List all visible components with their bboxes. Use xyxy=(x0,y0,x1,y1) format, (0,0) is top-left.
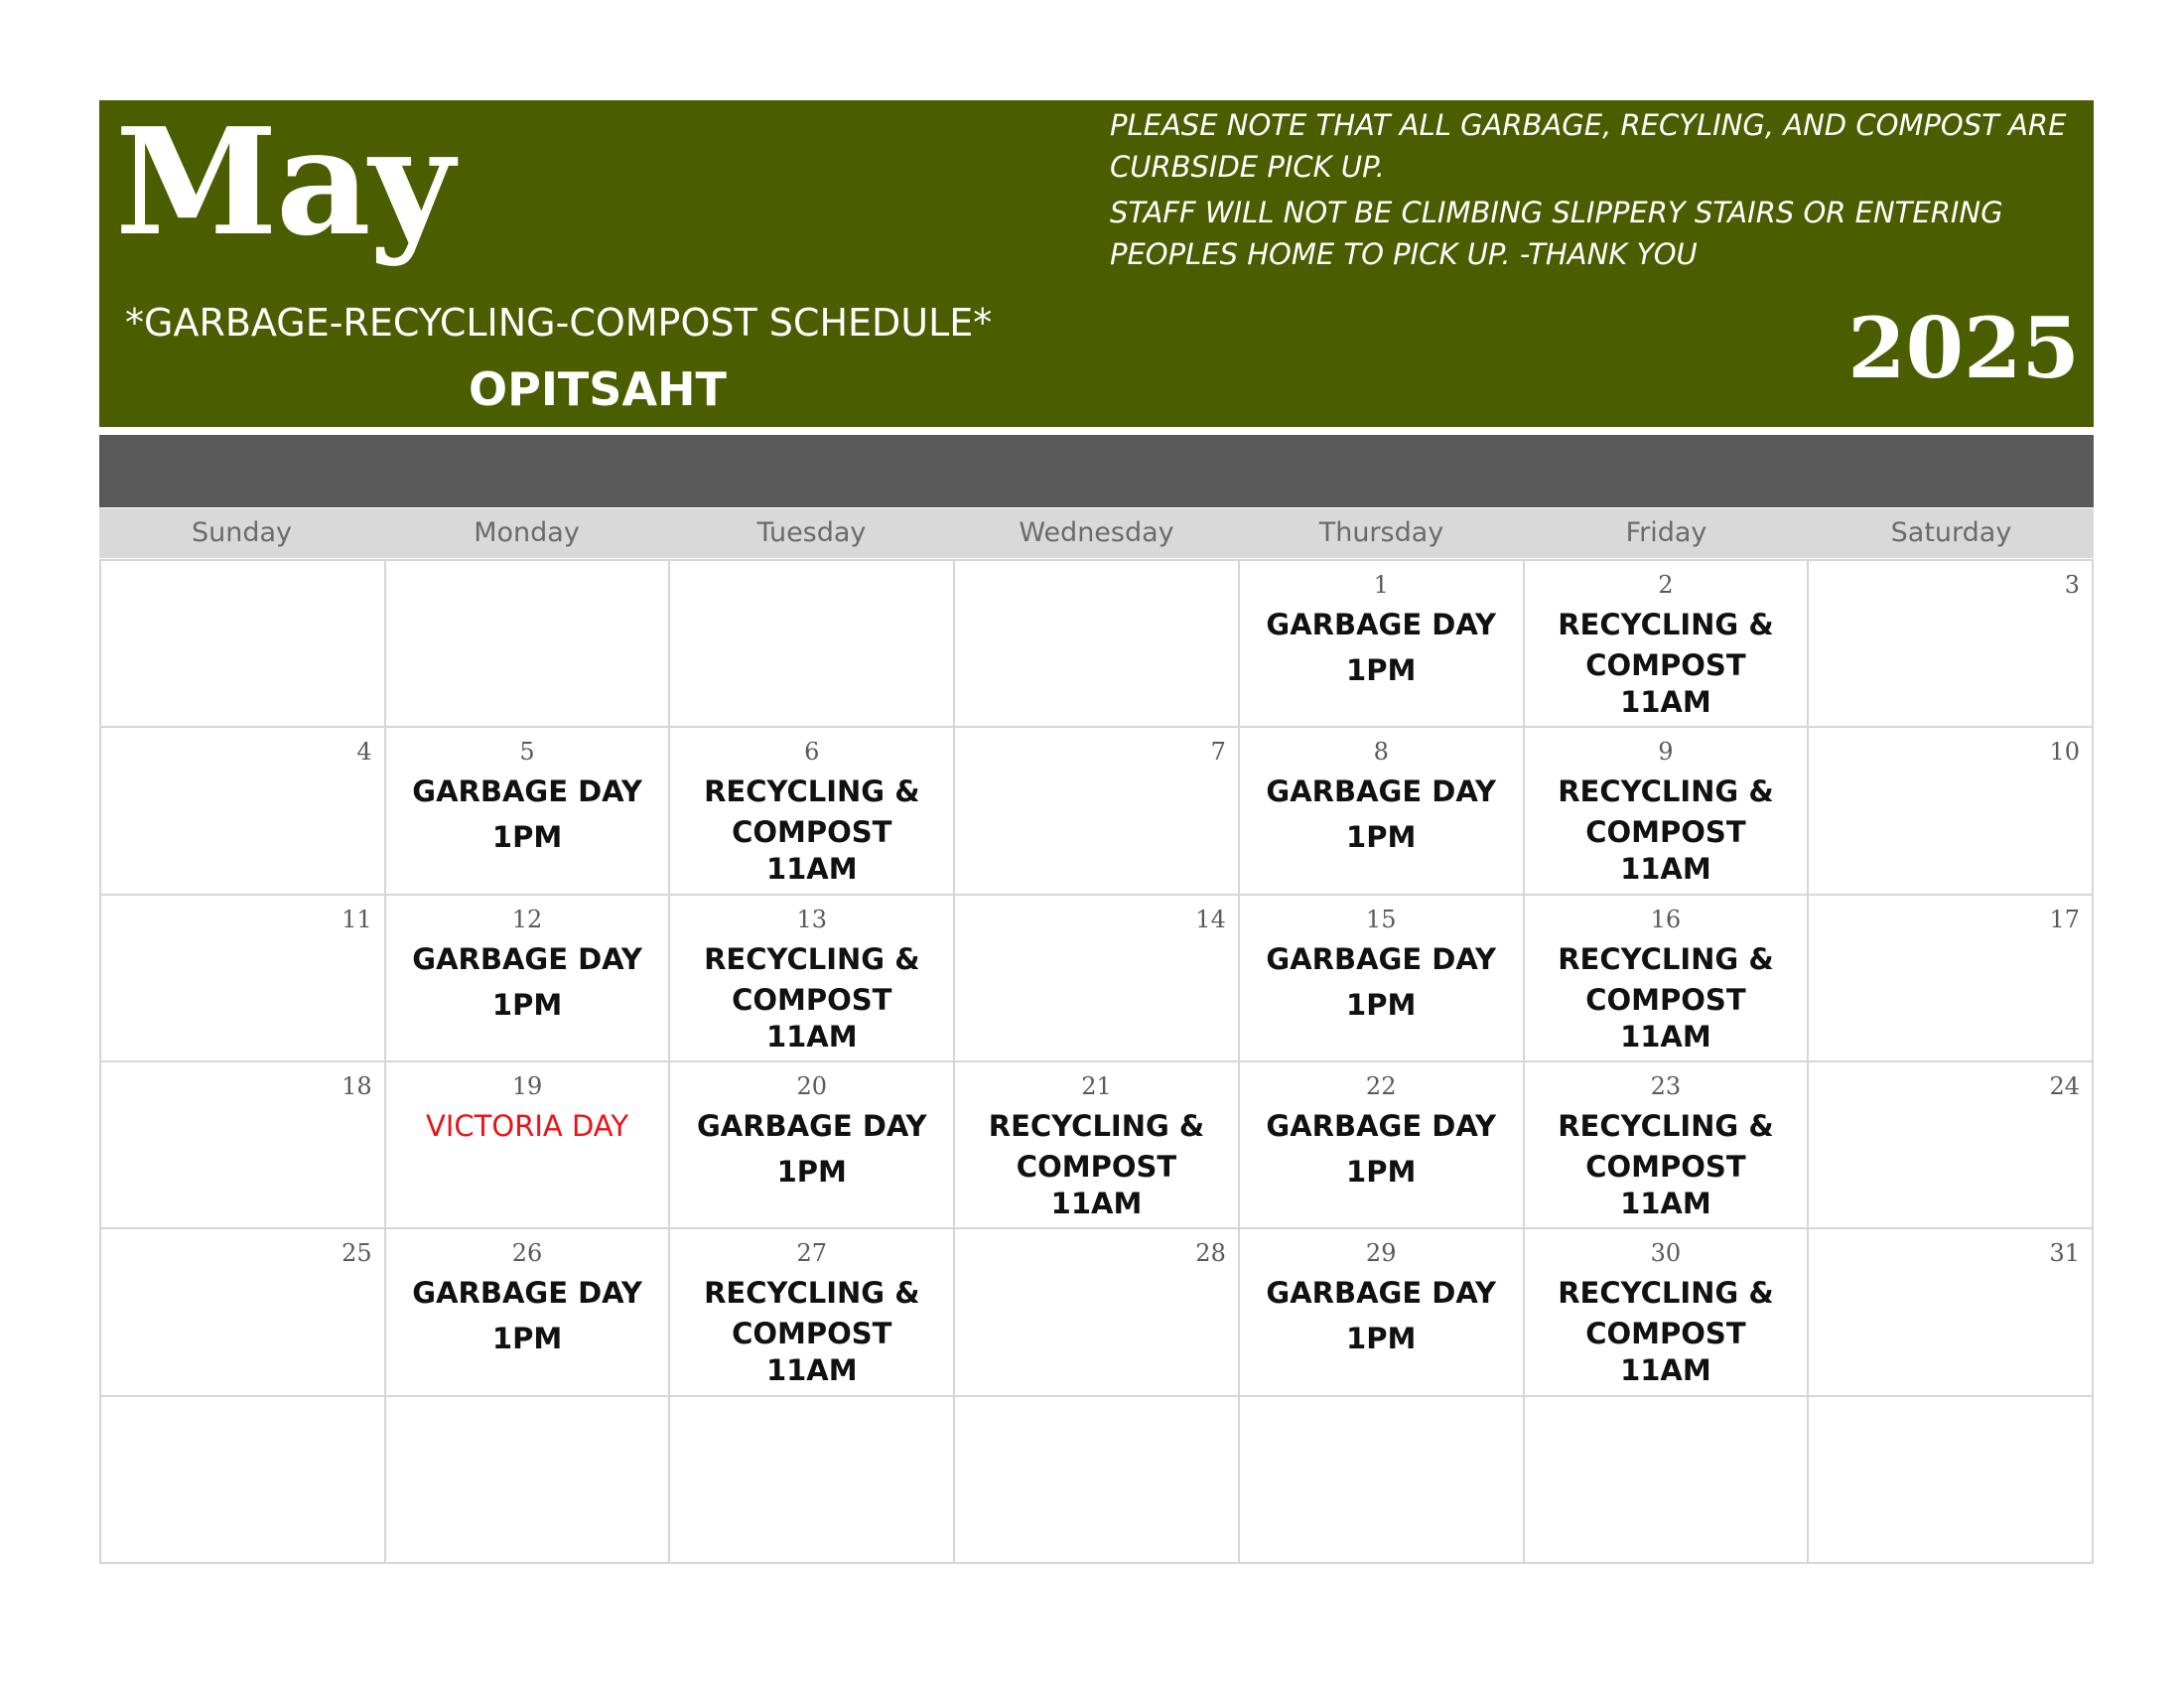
notice-line-1: PLEASE NOTE THAT ALL GARBAGE, RECYLING, AND COMPOST ARE CURBSIDE PICK UP. xyxy=(1110,108,2067,184)
garbage-day-event xyxy=(386,1273,669,1359)
calendar-day-cell xyxy=(1240,1062,1525,1229)
event-text: 1PM xyxy=(776,1154,847,1189)
day-number: 1 xyxy=(1373,571,1389,599)
calendar-day-cell xyxy=(670,896,955,1062)
day-number: 22 xyxy=(1365,1071,1397,1100)
day-number: 10 xyxy=(2049,738,2080,767)
calendar-day-cell xyxy=(1240,1229,1525,1396)
calendar-day-cell xyxy=(670,728,955,895)
day-number: 17 xyxy=(2049,905,2080,933)
event-text: 11AM xyxy=(765,1019,858,1054)
event-text: 11AM xyxy=(765,1353,858,1388)
calendar-day-cell xyxy=(955,1397,1240,1564)
garbage-day-event xyxy=(1240,939,1523,1026)
calendar-day-cell xyxy=(1525,728,1810,895)
calendar-day-cell xyxy=(670,1062,955,1229)
day-number: 11 xyxy=(341,905,372,933)
calendar-day-cell xyxy=(670,561,955,728)
calendar-day-cell xyxy=(1809,561,2094,728)
calendar-day-cell xyxy=(1809,1062,2094,1229)
calendar-day-cell xyxy=(386,561,671,728)
event-text: GARBAGE DAY xyxy=(1266,941,1496,976)
calendar-day-cell xyxy=(670,1229,955,1396)
calendar-day-cell xyxy=(1240,1397,1525,1564)
calendar-day-cell xyxy=(101,1229,386,1396)
weekday-wednesday: Wednesday xyxy=(1019,517,1174,548)
day-number: 26 xyxy=(511,1239,543,1268)
day-number: 9 xyxy=(1658,738,1674,767)
weekday-sunday: Sunday xyxy=(191,517,293,548)
event-text: COMPOST xyxy=(732,815,892,850)
day-number: 15 xyxy=(1365,905,1397,933)
calendar-day-cell xyxy=(101,1397,386,1564)
event-text: GARBAGE DAY xyxy=(412,774,642,809)
day-number: 24 xyxy=(2049,1071,2080,1100)
calendar-day-cell xyxy=(1240,561,1525,728)
day-number: 28 xyxy=(1195,1239,1226,1268)
calendar-day-cell xyxy=(955,561,1240,728)
calendar-day-cell xyxy=(386,1229,671,1396)
event-text: RECYCLING & xyxy=(704,1276,920,1311)
event-text: COMPOST xyxy=(1016,1149,1177,1184)
pickup-notice xyxy=(1110,104,2083,275)
calendar-day-cell xyxy=(386,1397,671,1564)
calendar-day-cell xyxy=(955,1229,1240,1396)
event-text: RECYCLING & xyxy=(1558,608,1774,641)
event-text: 11AM xyxy=(1620,852,1711,887)
garbage-day-event xyxy=(1240,605,1523,691)
event-text: VICTORIA DAY xyxy=(426,1108,629,1143)
recycling-compost-event xyxy=(1525,605,1808,723)
event-text: RECYCLING & xyxy=(1558,1108,1774,1143)
calendar-day-cell xyxy=(1809,1397,2094,1564)
day-number: 4 xyxy=(356,738,372,767)
event-text: 1PM xyxy=(1346,1154,1417,1189)
event-text: COMPOST xyxy=(1585,648,1746,682)
garbage-day-event xyxy=(386,939,669,1026)
event-text: COMPOST xyxy=(1585,815,1746,850)
event-text: COMPOST xyxy=(732,1317,892,1351)
calendar-day-cell xyxy=(386,728,671,895)
event-text: 1PM xyxy=(1346,820,1417,855)
event-text: COMPOST xyxy=(1585,1317,1746,1351)
day-number: 2 xyxy=(1658,571,1674,599)
weekday-tuesday: Tuesday xyxy=(756,517,867,548)
header-divider-bar xyxy=(99,435,2094,507)
calendar-day-cell xyxy=(955,896,1240,1062)
calendar-day-cell xyxy=(1525,1397,1810,1564)
event-text: 1PM xyxy=(1346,987,1417,1022)
year-title: 2025 xyxy=(1847,299,2080,397)
day-number: 20 xyxy=(796,1071,828,1100)
day-number: 23 xyxy=(1650,1071,1682,1100)
event-text: RECYCLING & xyxy=(1558,941,1774,976)
weekday-header-row xyxy=(99,508,2094,558)
event-text: RECYCLING & xyxy=(1558,774,1774,809)
weekday-monday: Monday xyxy=(474,517,580,548)
day-number: 5 xyxy=(519,738,535,767)
calendar-day-cell xyxy=(386,896,671,1062)
recycling-compost-event xyxy=(1525,1106,1808,1224)
day-number: 29 xyxy=(1365,1239,1397,1268)
event-text: GARBAGE DAY xyxy=(696,1108,927,1143)
event-text: 1PM xyxy=(1346,653,1417,687)
day-number: 19 xyxy=(511,1071,543,1100)
day-number: 12 xyxy=(511,905,543,933)
event-text: RECYCLING & xyxy=(988,1108,1205,1143)
event-text: 11AM xyxy=(1050,1186,1143,1220)
day-number: 21 xyxy=(1081,1071,1112,1100)
garbage-day-event xyxy=(1240,1273,1523,1359)
day-number: 27 xyxy=(796,1239,828,1268)
event-text: COMPOST xyxy=(1585,1149,1746,1184)
recycling-compost-event xyxy=(955,1106,1238,1224)
calendar-day-cell xyxy=(1525,561,1810,728)
month-title: May xyxy=(115,95,453,268)
calendar-day-cell xyxy=(1525,896,1810,1062)
notice-line-2: STAFF WILL NOT BE CLIMBING SLIPPERY STAIRS OR ENTERING PEOPLES HOME TO PICK UP. -THANK YOU xyxy=(1110,196,2003,271)
calendar-day-cell xyxy=(1240,896,1525,1062)
calendar-day-cell xyxy=(101,561,386,728)
event-text: GARBAGE DAY xyxy=(1266,774,1496,809)
day-number: 14 xyxy=(1195,905,1226,933)
day-number: 30 xyxy=(1650,1239,1682,1268)
event-text: 1PM xyxy=(491,987,563,1022)
day-number: 6 xyxy=(804,738,820,767)
calendar-day-cell xyxy=(101,728,386,895)
event-text: COMPOST xyxy=(1585,982,1746,1017)
calendar-day-cell xyxy=(1809,728,2094,895)
garbage-day-event xyxy=(1240,772,1523,858)
calendar-day-cell xyxy=(1809,896,2094,1062)
calendar-day-cell xyxy=(955,1062,1240,1229)
calendar-grid xyxy=(99,559,2094,1564)
day-number: 16 xyxy=(1650,905,1682,933)
calendar-day-cell xyxy=(101,896,386,1062)
calendar-day-cell xyxy=(1525,1229,1810,1396)
event-text: GARBAGE DAY xyxy=(412,1276,642,1311)
day-number: 8 xyxy=(1373,738,1389,767)
event-text: GARBAGE DAY xyxy=(412,941,642,976)
event-text: GARBAGE DAY xyxy=(1266,608,1496,641)
event-text: RECYCLING & xyxy=(1558,1276,1774,1311)
garbage-day-event xyxy=(1240,1106,1523,1193)
event-text: 1PM xyxy=(491,820,563,855)
weekday-saturday: Saturday xyxy=(1890,517,2012,548)
calendar-day-cell xyxy=(955,728,1240,895)
calendar-day-cell xyxy=(1240,728,1525,895)
calendar-day-cell xyxy=(101,1062,386,1229)
event-text: 11AM xyxy=(765,852,858,887)
day-number: 18 xyxy=(341,1071,372,1100)
calendar-day-cell xyxy=(1525,1062,1810,1229)
calendar-day-cell xyxy=(1809,1229,2094,1396)
recycling-compost-event xyxy=(670,1273,953,1391)
event-text: RECYCLING & xyxy=(704,941,920,976)
day-number: 25 xyxy=(341,1239,372,1268)
event-text: 1PM xyxy=(1346,1322,1417,1356)
event-text: COMPOST xyxy=(732,982,892,1017)
event-text: GARBAGE DAY xyxy=(1266,1276,1496,1311)
event-text: GARBAGE DAY xyxy=(1266,1108,1496,1143)
recycling-compost-event xyxy=(1525,772,1808,890)
schedule-subtitle: *GARBAGE-RECYCLING-COMPOST SCHEDULE* xyxy=(125,301,993,345)
weekday-thursday: Thursday xyxy=(1318,517,1444,548)
recycling-compost-event xyxy=(1525,1273,1808,1391)
calendar-header xyxy=(99,95,2094,427)
calendar-day-cell xyxy=(386,1062,671,1229)
holiday-event xyxy=(386,1106,669,1147)
day-number: 31 xyxy=(2049,1239,2080,1268)
garbage-day-event xyxy=(386,772,669,858)
event-text: 11AM xyxy=(1620,1019,1711,1054)
location-title: OPITSAHT xyxy=(469,362,727,416)
event-text: 11AM xyxy=(1620,1353,1711,1388)
event-text: 1PM xyxy=(491,1322,563,1356)
event-text: 11AM xyxy=(1620,685,1711,719)
day-number: 7 xyxy=(1210,738,1226,767)
calendar-day-cell xyxy=(670,1397,955,1564)
recycling-compost-event xyxy=(1525,939,1808,1057)
weekday-friday: Friday xyxy=(1625,517,1707,548)
day-number: 3 xyxy=(2064,571,2080,599)
event-text: 11AM xyxy=(1620,1186,1711,1220)
day-number: 13 xyxy=(796,905,828,933)
event-text: RECYCLING & xyxy=(704,774,920,809)
recycling-compost-event xyxy=(670,939,953,1057)
garbage-day-event xyxy=(670,1106,953,1193)
recycling-compost-event xyxy=(670,772,953,890)
